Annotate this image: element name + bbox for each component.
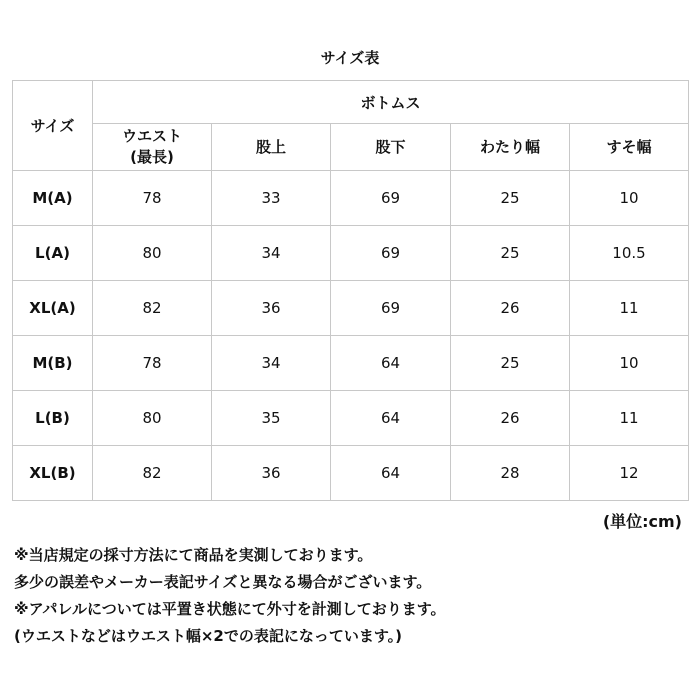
header-waist-label: ウエスト	[121, 127, 182, 145]
header-hem-width: すそ幅	[570, 124, 689, 171]
inseam-value: 69	[331, 281, 451, 336]
table-header-row	[13, 81, 689, 124]
table-row	[13, 446, 689, 501]
inseam-value: 69	[331, 226, 451, 281]
rise-value: 34	[212, 226, 331, 281]
table-row	[13, 226, 689, 281]
thigh-width-value: 26	[451, 281, 570, 336]
inseam-value: 64	[331, 391, 451, 446]
hem-width-value: 10	[570, 336, 689, 391]
note-line: ※当店規定の採寸方法にて商品を実測しております。	[14, 546, 373, 564]
header-waist	[93, 124, 212, 171]
header-waist-sublabel: (最長)	[130, 148, 174, 166]
notes	[14, 542, 694, 650]
header-thigh-width: わたり幅	[451, 124, 570, 171]
rise-value: 34	[212, 336, 331, 391]
size-label: M(A)	[13, 171, 93, 226]
inseam-value: 64	[331, 336, 451, 391]
rise-value: 33	[212, 171, 331, 226]
thigh-width-value: 28	[451, 446, 570, 501]
thigh-width-value: 25	[451, 171, 570, 226]
table-row	[13, 391, 689, 446]
waist-value: 80	[93, 226, 212, 281]
hem-width-value: 12	[570, 446, 689, 501]
hem-width-value: 11	[570, 391, 689, 446]
note-line: 多少の誤差やメーカー表記サイズと異なる場合がございます。	[14, 573, 432, 591]
size-label: L(A)	[13, 226, 93, 281]
size-label: L(B)	[13, 391, 93, 446]
header-size: サイズ	[13, 81, 93, 171]
table-row	[13, 171, 689, 226]
thigh-width-value: 26	[451, 391, 570, 446]
waist-value: 82	[93, 281, 212, 336]
header-rise: 股上	[212, 124, 331, 171]
note-line: (ウエストなどはウエスト幅×2での表記になっています。)	[14, 627, 403, 645]
inseam-value: 69	[331, 171, 451, 226]
inseam-value: 64	[331, 446, 451, 501]
hem-width-value: 11	[570, 281, 689, 336]
header-bottoms: ボトムス	[93, 81, 689, 124]
note-line: ※アパレルについては平置き状態にて外寸を計測しております。	[14, 600, 446, 618]
hem-width-value: 10	[570, 171, 689, 226]
header-inseam: 股下	[331, 124, 451, 171]
hem-width-value: 10.5	[570, 226, 689, 281]
table-row	[13, 336, 689, 391]
size-label: M(B)	[13, 336, 93, 391]
size-label: XL(B)	[13, 446, 93, 501]
table-row	[13, 281, 689, 336]
rise-value: 36	[212, 281, 331, 336]
unit-note: (単位:cm)	[602, 512, 682, 531]
waist-value: 80	[93, 391, 212, 446]
thigh-width-value: 25	[451, 226, 570, 281]
rise-value: 36	[212, 446, 331, 501]
column-header-row	[13, 124, 689, 171]
waist-value: 82	[93, 446, 212, 501]
rise-value: 35	[212, 391, 331, 446]
waist-value: 78	[93, 336, 212, 391]
page-title: サイズ表	[320, 49, 380, 67]
size-table	[12, 80, 689, 501]
waist-value: 78	[93, 171, 212, 226]
size-label: XL(A)	[13, 281, 93, 336]
thigh-width-value: 25	[451, 336, 570, 391]
